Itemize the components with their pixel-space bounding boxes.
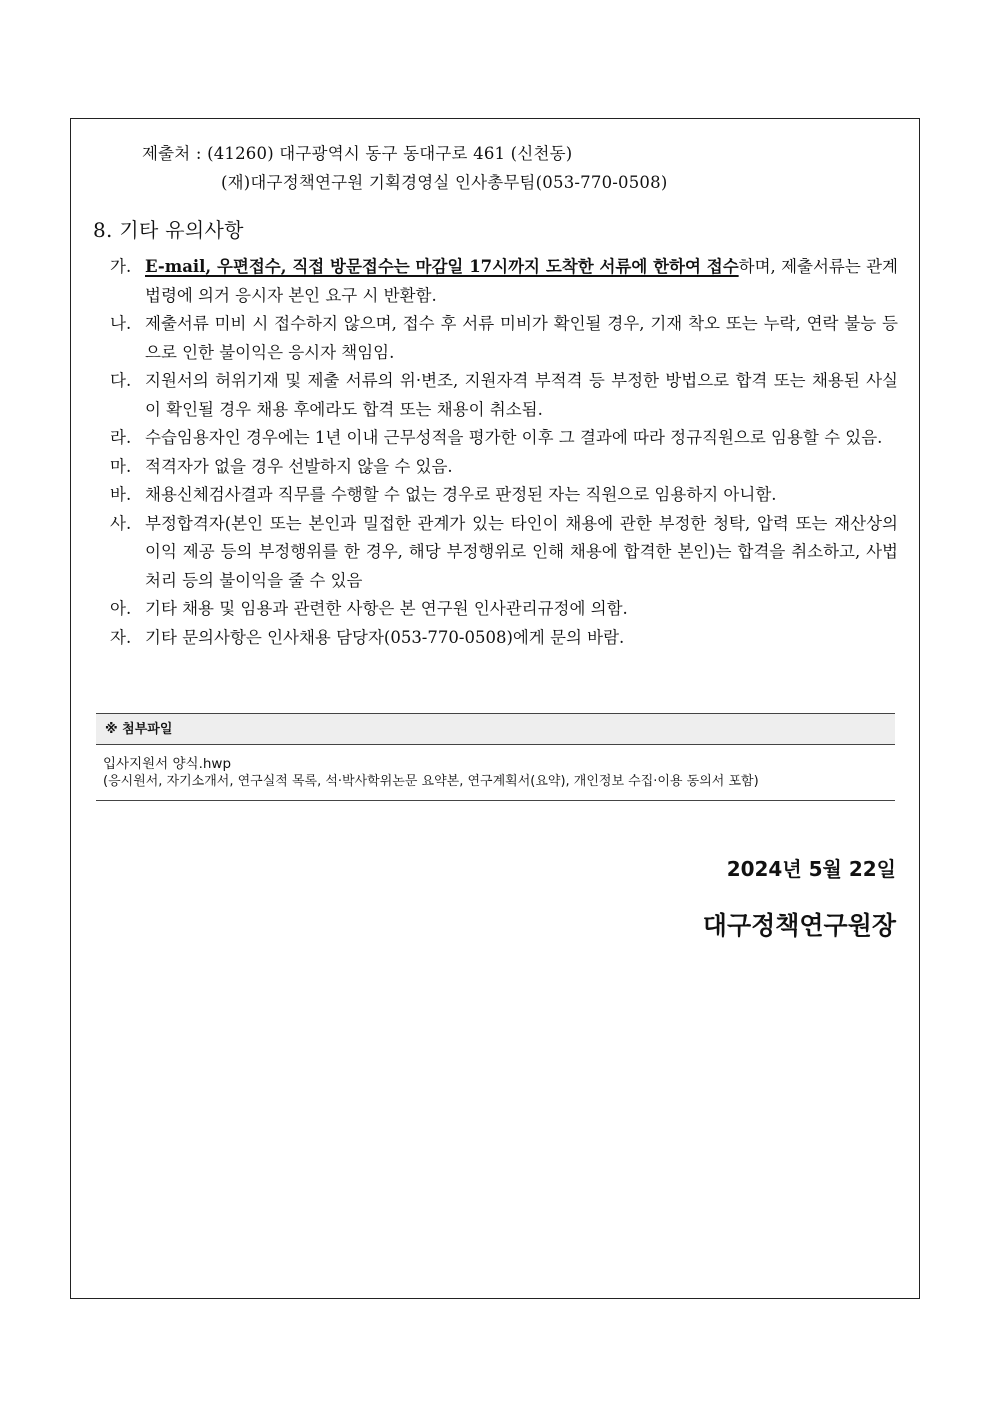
notice-marker: 라. <box>110 428 132 447</box>
notice-text: 지원서의 허위기재 및 제출 서류의 위·변조, 지원자격 부적격 등 부정한 방법으로 합격 또는 채용된 사실이 확인될 경우 채용 후에라도 합격 또는 채용이 취소됨. <box>145 371 898 419</box>
notice-text: 기타 채용 및 임용과 관련한 사항은 본 연구원 인사관리규정에 의함. <box>145 599 628 618</box>
notice-item <box>110 510 898 596</box>
notice-item <box>110 253 898 310</box>
notice-list <box>110 253 898 652</box>
signer-name: 대구정책연구원장 <box>702 911 896 940</box>
section-title: 8. 기타 유의사항 <box>93 218 244 242</box>
notice-item <box>110 624 898 653</box>
notice-marker: 나. <box>110 314 132 333</box>
notice-text: 기타 문의사항은 인사채용 담당자(053-770-0508)에게 문의 바람. <box>145 627 625 647</box>
notice-marker: 마. <box>110 456 132 476</box>
notice-underlined-text: E-mail, 우편접수, 직접 방문접수는 마감일 17시까지 도착한 서류에 한하여 접수 <box>145 257 739 276</box>
issue-date: 2024년 5월 22일 <box>726 857 896 881</box>
notice-marker: 바. <box>110 485 132 504</box>
notice-item <box>110 595 898 624</box>
notice-marker: 가. <box>110 257 132 276</box>
attachment-description: (응시원서, 자기소개서, 연구실적 목록, 석·박사학위논문 요약본, 연구계획서(요약), 개인정보 수집·이용 동의서 포함) <box>103 774 759 789</box>
notice-text: 채용신체검사결과 직무를 수행할 수 없는 경우로 판정된 자는 직원으로 임용하지 아니함. <box>145 485 777 504</box>
notice-item <box>110 453 898 482</box>
notice-marker: 다. <box>110 371 132 390</box>
notice-marker: 아. <box>110 599 132 618</box>
notice-text: 적격자가 없을 경우 선발하지 않을 수 있음. <box>145 456 453 476</box>
notice-text: 하며, 제출서류는 관계 법령에 의거 응시자 본인 요구 시 반환함. <box>145 257 898 305</box>
notice-item <box>110 424 898 453</box>
attachment-header: ※ 첨부파일 <box>96 714 895 745</box>
notice-text: 부정합격자(본인 또는 본인과 밀접한 관계가 있는 타인이 채용에 관한 부정한 청탁, 압력 또는 재산상의 이익 제공 등의 부정행위를 한 경우, 해당 부정행위로 인해 채용에 합격한 본인)는 합격을 취소하고, 사법처리 등의 불이익을 줄 수 있음 <box>145 513 898 590</box>
submission-address: 제출처 : (41260) 대구광역시 동구 동대구로 461 (신천동) <box>142 144 573 163</box>
notice-item <box>110 481 898 510</box>
submission-contact: (재)대구정책연구원 기획경영실 인사총무팀(053-770-0508) <box>221 173 668 192</box>
notice-marker: 자. <box>110 627 132 647</box>
notice-item <box>110 310 898 367</box>
attachment-file-link[interactable]: 입사지원서 양식.hwp <box>103 756 232 772</box>
notice-text: 수습임용자인 경우에는 1년 이내 근무성적을 평가한 이후 그 결과에 따라 정규직원으로 임용할 수 있음. <box>145 428 883 447</box>
attachment-box <box>96 713 895 801</box>
notice-marker: 사. <box>110 513 132 533</box>
notice-text: 제출서류 미비 시 접수하지 않으며, 접수 후 서류 미비가 확인될 경우, 기재 착오 또는 누락, 연락 불능 등으로 인한 불이익은 응시자 책임임. <box>145 314 898 362</box>
notice-item <box>110 367 898 424</box>
